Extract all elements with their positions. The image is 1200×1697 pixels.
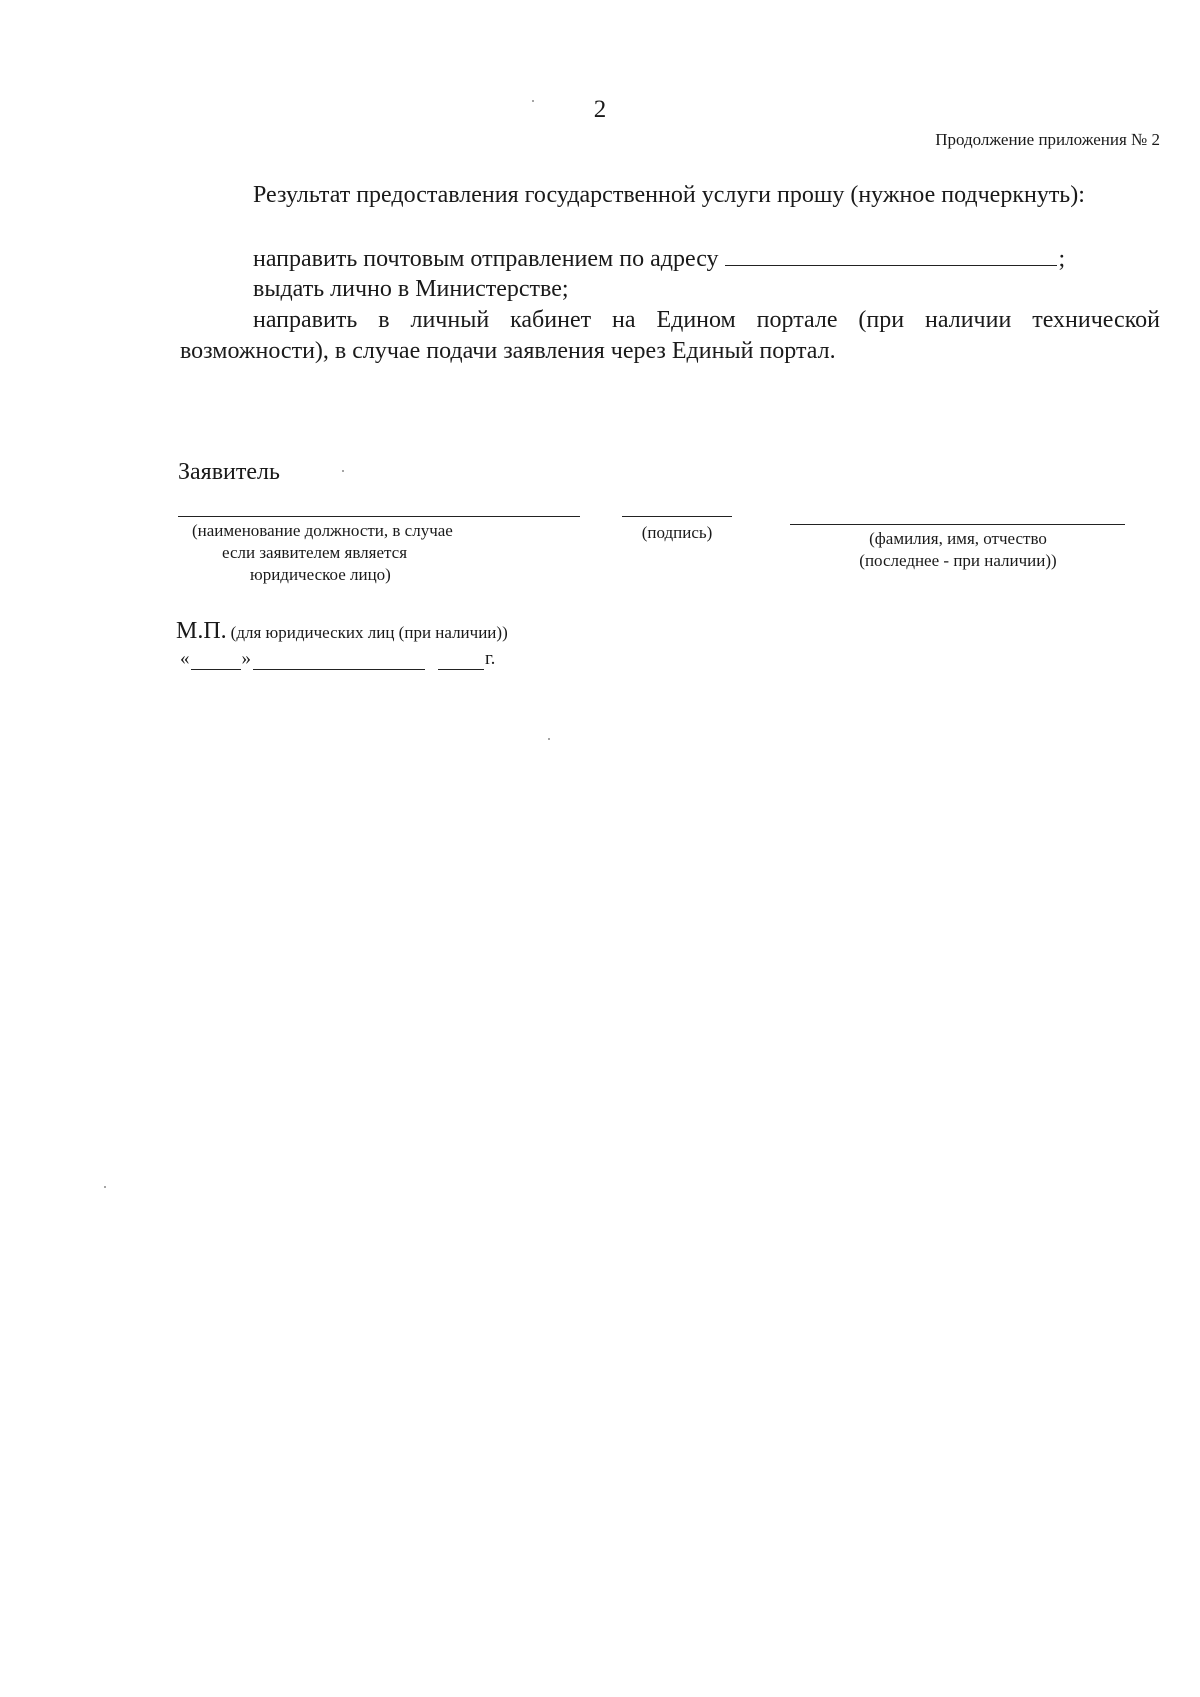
annex-reference: Продолжение приложения № 2 xyxy=(935,130,1160,149)
scan-speck xyxy=(548,738,550,740)
full-name-caption xyxy=(790,528,1126,572)
seal-note: (для юридических лиц (при наличии)) xyxy=(230,623,508,642)
option-postal-delivery xyxy=(253,243,1065,275)
seal-line xyxy=(176,618,508,645)
full-name-caption-line-2: (последнее - при наличии)) xyxy=(859,551,1057,570)
position-caption xyxy=(178,520,578,586)
address-field-blank[interactable] xyxy=(725,243,1057,266)
option-in-person: выдать лично в Министерстве; xyxy=(253,276,569,302)
date-close-quote: » xyxy=(241,648,251,669)
signature-caption: (подпись) xyxy=(641,523,713,542)
option-postal-end: ; xyxy=(1058,246,1066,272)
position-caption-line-1: (наименование должности, в случае xyxy=(192,521,453,540)
signature-field-line[interactable] xyxy=(622,516,732,517)
option-portal-paragraph: направить в личный кабинет на Едином портале (при наличии технической возможности), в случае подачи заявления через Единый портал. xyxy=(180,307,1160,364)
date-year-blank[interactable] xyxy=(438,651,484,670)
seal-mark: М.П. xyxy=(176,618,227,644)
full-name-field-line[interactable] xyxy=(790,524,1125,525)
applicant-label: Заявитель xyxy=(178,459,280,485)
position-caption-line-2: если заявителем является xyxy=(222,543,408,562)
position-caption-line-3: юридическое лицо) xyxy=(250,565,391,584)
scan-speck xyxy=(532,100,534,102)
option-postal-text: направить почтовым отправлением по адресу xyxy=(253,246,719,272)
position-field-line[interactable] xyxy=(178,516,580,517)
date-open-quote: « xyxy=(180,648,190,669)
scan-speck xyxy=(104,1186,106,1188)
intro-paragraph: Результат предоставления государственной услуги прошу (нужное подчеркнуть): xyxy=(253,182,1085,208)
page-number: 2 xyxy=(593,96,607,123)
full-name-caption-line-1: (фамилия, имя, отчество xyxy=(869,529,1047,548)
date-month-blank[interactable] xyxy=(253,651,425,670)
date-line xyxy=(180,648,495,670)
date-day-blank[interactable] xyxy=(191,651,241,670)
scan-speck xyxy=(342,470,344,472)
date-year-suffix: г. xyxy=(485,648,496,669)
